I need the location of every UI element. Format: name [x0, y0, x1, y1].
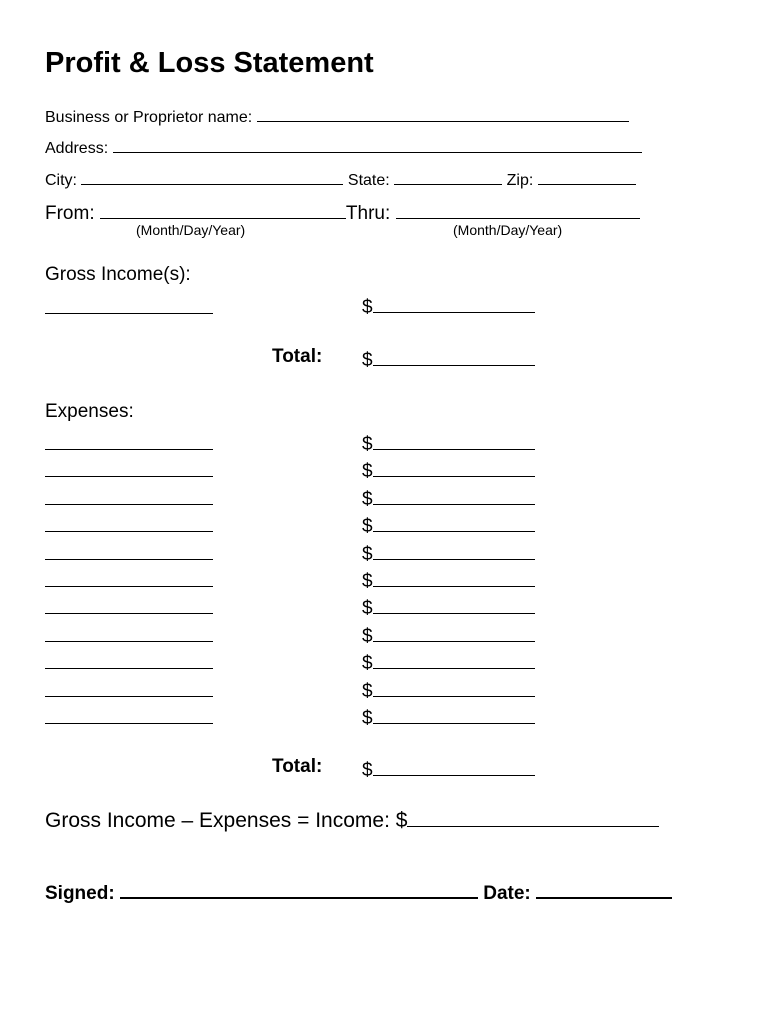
expense-amount-field[interactable]: [373, 622, 535, 642]
expense-amount-row: [362, 704, 535, 730]
expenses-total-label: Total:: [272, 756, 323, 777]
signature-row: [45, 878, 672, 905]
expenses-total-row: [362, 756, 535, 782]
expense-amount-field[interactable]: [373, 457, 535, 477]
signature-date-field[interactable]: [536, 878, 672, 899]
thru-date-hint: (Month/Day/Year): [453, 222, 563, 238]
expense-amount-field[interactable]: [373, 704, 535, 724]
address-field[interactable]: [113, 136, 642, 153]
expense-amount-row: [362, 567, 535, 593]
currency-symbol: $: [362, 488, 373, 510]
currency-symbol: $: [362, 680, 373, 702]
city-state-zip-row: [45, 168, 636, 190]
expense-description-field[interactable]: [45, 641, 213, 642]
gross-income-total-field[interactable]: [373, 346, 535, 366]
gross-income-description-field[interactable]: [45, 313, 213, 314]
city-field[interactable]: [81, 168, 343, 185]
net-income-field[interactable]: [407, 805, 659, 827]
from-date-field[interactable]: [100, 199, 346, 219]
currency-symbol: $: [362, 516, 373, 538]
address-label: Address:: [45, 140, 109, 157]
from-date-hint: (Month/Day/Year): [136, 222, 246, 238]
gross-income-total-row: [362, 346, 535, 372]
state-field[interactable]: [394, 168, 502, 185]
expense-amount-field[interactable]: [373, 677, 535, 697]
currency-symbol: $: [362, 434, 373, 455]
expense-description-field[interactable]: [45, 723, 213, 724]
currency-symbol: $: [362, 760, 373, 781]
expense-description-field[interactable]: [45, 696, 213, 697]
expense-amount-row: [362, 485, 535, 511]
expense-amount-field[interactable]: [373, 567, 535, 587]
expense-amount-row: [362, 649, 535, 675]
business-name-field[interactable]: [257, 105, 629, 122]
expense-amount-row: [362, 594, 535, 620]
business-name-label: Business or Proprietor name:: [45, 109, 253, 126]
zip-field[interactable]: [538, 168, 636, 185]
currency-symbol: $: [362, 598, 373, 620]
page-title: Profit & Loss Statement: [45, 47, 374, 79]
gross-income-amount-field[interactable]: [373, 293, 535, 313]
expense-description-field[interactable]: [45, 504, 213, 505]
expense-description-field[interactable]: [45, 449, 213, 450]
signature-field[interactable]: [120, 878, 478, 899]
expense-description-field[interactable]: [45, 559, 213, 560]
gross-income-amount-row: [362, 293, 535, 319]
from-label: From:: [45, 203, 95, 224]
expense-amount-field[interactable]: [373, 485, 535, 505]
state-label: State:: [347, 172, 390, 189]
expense-amount-row: [362, 430, 535, 456]
currency-symbol: $: [362, 653, 373, 675]
expense-amount-field[interactable]: [373, 649, 535, 669]
gross-income-total-label: Total:: [272, 346, 323, 367]
expense-amount-field[interactable]: [373, 430, 535, 450]
income-formula-label: Gross Income – Expenses = Income: $: [45, 809, 408, 832]
expense-amount-row: [362, 677, 535, 703]
gross-income-heading: Gross Income(s):: [45, 264, 191, 285]
address-row: [45, 136, 642, 158]
currency-symbol: $: [362, 708, 373, 729]
expense-description-field[interactable]: [45, 476, 213, 477]
currency-symbol: $: [362, 297, 373, 318]
expense-description-field[interactable]: [45, 613, 213, 614]
signed-label: Signed:: [45, 883, 115, 904]
expenses-total-field[interactable]: [373, 756, 535, 776]
expense-description-field[interactable]: [45, 531, 213, 532]
currency-symbol: $: [362, 461, 373, 483]
expense-amount-row: [362, 540, 535, 566]
expense-description-field[interactable]: [45, 668, 213, 669]
business-name-row: [45, 105, 629, 127]
expense-amount-field[interactable]: [373, 512, 535, 532]
expense-amount-field[interactable]: [373, 540, 535, 560]
thru-date-field[interactable]: [396, 199, 640, 219]
expense-amount-row: [362, 512, 535, 538]
expense-description-field[interactable]: [45, 586, 213, 587]
thru-label: Thru:: [345, 203, 391, 224]
income-formula-row: [45, 805, 659, 833]
currency-symbol: $: [362, 543, 373, 565]
zip-label: Zip:: [506, 172, 534, 189]
expense-amount-field[interactable]: [373, 594, 535, 614]
currency-symbol: $: [362, 625, 373, 647]
city-label: City:: [45, 172, 77, 189]
currency-symbol: $: [362, 350, 373, 371]
expense-amount-row: [362, 622, 535, 648]
expenses-heading: Expenses:: [45, 401, 134, 422]
date-label: Date:: [483, 883, 531, 904]
currency-symbol: $: [362, 571, 373, 592]
expense-amount-row: [362, 457, 535, 483]
